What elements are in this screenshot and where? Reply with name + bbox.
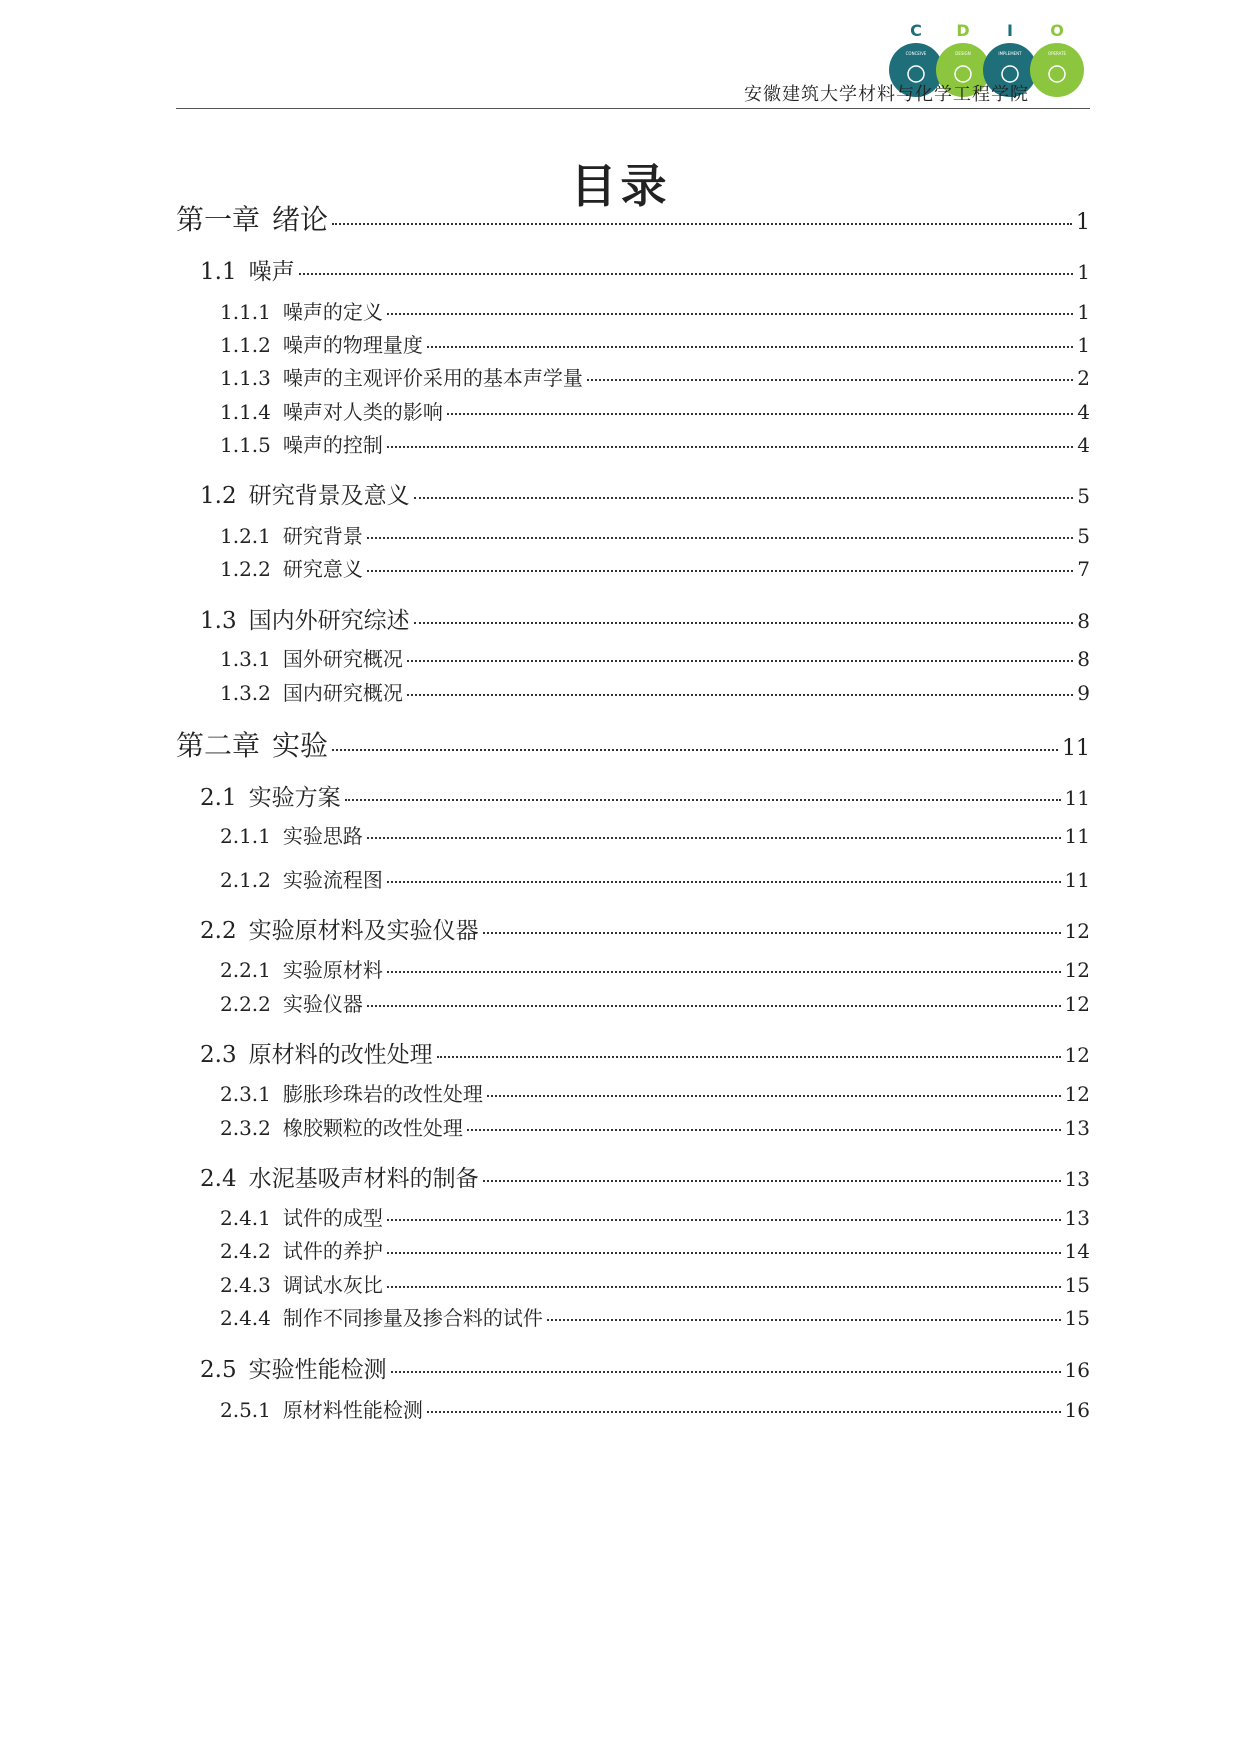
toc-entry[interactable] bbox=[220, 643, 1090, 672]
logo-letter: I bbox=[1007, 21, 1013, 40]
dot-leader bbox=[299, 273, 1074, 275]
toc-entry-number: 2.1.1 bbox=[220, 824, 271, 848]
toc-entry-number: 1.1 bbox=[200, 259, 237, 285]
toc-entry-title: 原材料的改性处理 bbox=[248, 1042, 433, 1068]
toc-entry-page: 1 bbox=[1077, 300, 1090, 324]
toc-entry-number: 1.3.2 bbox=[220, 681, 271, 705]
toc-entry[interactable] bbox=[220, 1202, 1090, 1231]
dot-leader bbox=[587, 379, 1073, 381]
dot-leader bbox=[387, 1286, 1061, 1288]
toc-entry-page: 12 bbox=[1064, 992, 1090, 1016]
toc-entry[interactable] bbox=[200, 912, 1090, 945]
toc-entry[interactable] bbox=[220, 329, 1090, 358]
header-title: 安徽建筑大学材料与化学工程学院 bbox=[744, 84, 1029, 105]
toc-entry-title: 实验性能检测 bbox=[248, 1357, 387, 1383]
toc-entry-number: 2.3 bbox=[200, 1042, 237, 1068]
toc-entry-page: 9 bbox=[1077, 681, 1090, 705]
dot-leader bbox=[367, 837, 1061, 839]
logo-letter: O bbox=[1050, 21, 1064, 40]
toc-entry-page: 11 bbox=[1064, 868, 1090, 892]
dot-leader bbox=[547, 1319, 1061, 1321]
toc-entry[interactable] bbox=[220, 1302, 1090, 1331]
toc-entry-page: 11 bbox=[1064, 824, 1090, 848]
toc-entry-number: 第二章 bbox=[176, 729, 261, 762]
toc-entry-number: 1.1.3 bbox=[220, 366, 271, 390]
toc-entry-title: 国外研究概况 bbox=[282, 647, 403, 671]
toc-entry[interactable] bbox=[220, 1112, 1090, 1141]
toc-entry-title: 噪声的物理量度 bbox=[282, 333, 423, 357]
toc-entry-number: 1.1.5 bbox=[220, 433, 271, 457]
toc-entry-page: 7 bbox=[1077, 557, 1090, 581]
toc-entry-page: 4 bbox=[1077, 400, 1090, 424]
toc-entry-page: 14 bbox=[1064, 1239, 1090, 1263]
toc-entry-number: 2.2 bbox=[200, 918, 237, 944]
toc-entry-title: 噪声 bbox=[248, 259, 295, 285]
toc-entry-title: 膨胀珍珠岩的改性处理 bbox=[282, 1082, 483, 1106]
toc-entry[interactable] bbox=[176, 198, 1090, 238]
toc-entry[interactable] bbox=[220, 820, 1090, 849]
toc-entry-page: 11 bbox=[1062, 736, 1090, 761]
toc-entry-number: 2.1 bbox=[200, 785, 237, 811]
toc-entry-page: 12 bbox=[1064, 958, 1090, 982]
toc-entry[interactable] bbox=[200, 1036, 1090, 1069]
dot-leader bbox=[367, 1005, 1061, 1007]
toc-entry-page: 12 bbox=[1064, 1043, 1090, 1067]
dot-leader bbox=[467, 1129, 1061, 1131]
toc-entry[interactable] bbox=[220, 396, 1090, 425]
toc-entry-title: 国内外研究综述 bbox=[248, 608, 410, 634]
toc-entry-number: 第一章 bbox=[176, 203, 261, 236]
toc-entry-number: 2.2.2 bbox=[220, 992, 271, 1016]
toc-entry-number: 2.4.4 bbox=[220, 1306, 271, 1330]
toc-entry-number: 2.4.1 bbox=[220, 1206, 271, 1230]
logo-label: CONCEIVE bbox=[905, 51, 927, 56]
toc-entry-number: 2.3.2 bbox=[220, 1116, 271, 1140]
toc-entry-title: 调试水灰比 bbox=[282, 1273, 383, 1297]
toc-entry-page: 1 bbox=[1077, 333, 1090, 357]
toc-entry[interactable] bbox=[220, 553, 1090, 582]
toc-entry-title: 原材料性能检测 bbox=[282, 1398, 423, 1422]
dot-leader bbox=[414, 497, 1074, 499]
toc-entry-title: 实验仪器 bbox=[282, 992, 363, 1016]
toc-entry-number: 2.5 bbox=[200, 1357, 237, 1383]
dot-leader bbox=[407, 694, 1073, 696]
toc-entry-page: 4 bbox=[1077, 433, 1090, 457]
toc-entry-page: 1 bbox=[1077, 260, 1090, 284]
toc-entry-title: 噪声的定义 bbox=[282, 300, 383, 324]
toc-entry-title: 试件的成型 bbox=[282, 1206, 383, 1230]
toc-entry[interactable] bbox=[200, 602, 1090, 635]
toc-entry[interactable] bbox=[200, 253, 1090, 286]
toc-entry[interactable] bbox=[220, 429, 1090, 458]
dot-leader bbox=[437, 1056, 1061, 1058]
toc-entry-number: 2.4.3 bbox=[220, 1273, 271, 1297]
toc-entry-title: 实验方案 bbox=[248, 785, 341, 811]
toc-entry-number: 1.1.2 bbox=[220, 333, 271, 357]
toc-entry[interactable] bbox=[220, 1394, 1090, 1423]
toc-entry-number: 1.2 bbox=[200, 483, 237, 509]
toc-entry-page: 15 bbox=[1064, 1273, 1090, 1297]
toc-entry-page: 16 bbox=[1064, 1358, 1090, 1382]
toc-entry-title: 国内研究概况 bbox=[282, 681, 403, 705]
dot-leader bbox=[387, 1219, 1061, 1221]
toc-entry[interactable] bbox=[220, 864, 1090, 893]
toc-entry-title: 实验流程图 bbox=[282, 868, 383, 892]
dot-leader bbox=[391, 1371, 1061, 1373]
dot-leader bbox=[427, 1411, 1061, 1413]
toc-entry-title: 研究背景 bbox=[282, 524, 363, 548]
logo-label: DESIGN bbox=[955, 51, 971, 56]
dot-leader bbox=[414, 622, 1074, 624]
toc-entry-number: 2.1.2 bbox=[220, 868, 271, 892]
dot-leader bbox=[332, 749, 1058, 751]
toc-entry[interactable] bbox=[200, 779, 1090, 812]
toc-entry-title: 水泥基吸声材料的制备 bbox=[248, 1166, 479, 1192]
toc-entry-page: 5 bbox=[1077, 484, 1090, 508]
toc-entry-number: 2.5.1 bbox=[220, 1398, 271, 1422]
toc-entry-number: 2.4 bbox=[200, 1166, 237, 1192]
toc-entry[interactable] bbox=[220, 362, 1090, 391]
dot-leader bbox=[447, 413, 1073, 415]
dot-leader bbox=[387, 1252, 1061, 1254]
toc-entry-page: 15 bbox=[1064, 1306, 1090, 1330]
toc-entry[interactable] bbox=[220, 954, 1090, 983]
dot-leader bbox=[483, 1180, 1061, 1182]
dot-leader bbox=[367, 570, 1073, 572]
toc-entry[interactable] bbox=[200, 477, 1090, 510]
toc-entry-page: 16 bbox=[1064, 1398, 1090, 1422]
toc-entry-number: 1.3.1 bbox=[220, 647, 271, 671]
toc-entry-page: 13 bbox=[1064, 1167, 1090, 1191]
header-divider bbox=[176, 108, 1090, 109]
toc-entry-title: 研究意义 bbox=[282, 557, 363, 581]
dot-leader bbox=[387, 971, 1061, 973]
dot-leader bbox=[407, 660, 1073, 662]
toc-entry[interactable] bbox=[220, 520, 1090, 549]
toc-entry-page: 8 bbox=[1077, 647, 1090, 671]
toc-entry-title: 橡胶颗粒的改性处理 bbox=[282, 1116, 463, 1140]
toc-entry-title: 实验原材料 bbox=[282, 958, 383, 982]
toc-entry-page: 11 bbox=[1064, 786, 1090, 810]
toc-entry-page: 8 bbox=[1077, 609, 1090, 633]
toc-entry[interactable] bbox=[220, 988, 1090, 1017]
dot-leader bbox=[387, 881, 1061, 883]
toc-entry-title: 噪声对人类的影响 bbox=[282, 400, 443, 424]
toc-entry[interactable] bbox=[176, 724, 1090, 764]
toc-entry[interactable] bbox=[200, 1160, 1090, 1193]
toc-entry-title: 噪声的主观评价采用的基本声学量 bbox=[282, 366, 583, 390]
toc-entry-number: 2.4.2 bbox=[220, 1239, 271, 1263]
dot-leader bbox=[387, 313, 1073, 315]
dot-leader bbox=[427, 346, 1073, 348]
dot-leader bbox=[345, 799, 1061, 801]
dot-leader bbox=[367, 537, 1073, 539]
toc-entry-page: 5 bbox=[1077, 524, 1090, 548]
toc-entry-page: 13 bbox=[1064, 1206, 1090, 1230]
dot-leader bbox=[387, 446, 1073, 448]
toc-entry[interactable] bbox=[220, 1269, 1090, 1298]
toc-entry-title: 实验原材料及实验仪器 bbox=[248, 918, 479, 944]
dot-leader bbox=[483, 932, 1061, 934]
logo-letter: C bbox=[910, 21, 922, 40]
toc-entry-number: 2.3.1 bbox=[220, 1082, 271, 1106]
toc-entry-title: 研究背景及意义 bbox=[248, 483, 410, 509]
toc-entry[interactable] bbox=[220, 677, 1090, 706]
toc-title: 目录 bbox=[570, 159, 671, 213]
toc-entry-title: 绪论 bbox=[272, 203, 329, 236]
toc-entry[interactable] bbox=[220, 296, 1090, 325]
toc-entry-title: 实验思路 bbox=[282, 824, 363, 848]
toc-entry-number: 2.2.1 bbox=[220, 958, 271, 982]
toc-entry-number: 1.2.2 bbox=[220, 557, 271, 581]
toc-entry-page: 12 bbox=[1064, 1082, 1090, 1106]
toc-entry[interactable] bbox=[220, 1078, 1090, 1107]
toc-entry[interactable] bbox=[220, 1235, 1090, 1264]
logo-label: OPERATE bbox=[1047, 51, 1067, 56]
toc-entry[interactable] bbox=[200, 1351, 1090, 1384]
toc-entry-page: 2 bbox=[1077, 366, 1090, 390]
toc-entry-title: 实验 bbox=[272, 729, 329, 762]
toc-entry-page: 1 bbox=[1076, 210, 1090, 235]
toc-entry-title: 制作不同掺量及掺合料的试件 bbox=[282, 1306, 543, 1330]
dot-leader bbox=[332, 223, 1072, 225]
logo-letter: D bbox=[956, 21, 970, 40]
toc-entry-page: 12 bbox=[1064, 919, 1090, 943]
toc-entry-number: 1.3 bbox=[200, 608, 237, 634]
logo-label: IMPLEMENT bbox=[998, 51, 1022, 56]
toc-entry-number: 1.1.4 bbox=[220, 400, 271, 424]
toc-entry-title: 噪声的控制 bbox=[282, 433, 383, 457]
toc-entry-page: 13 bbox=[1064, 1116, 1090, 1140]
toc-entry-number: 1.2.1 bbox=[220, 524, 271, 548]
toc-entry-title: 试件的养护 bbox=[282, 1239, 383, 1263]
toc-entry-number: 1.1.1 bbox=[220, 300, 271, 324]
dot-leader bbox=[487, 1095, 1061, 1097]
